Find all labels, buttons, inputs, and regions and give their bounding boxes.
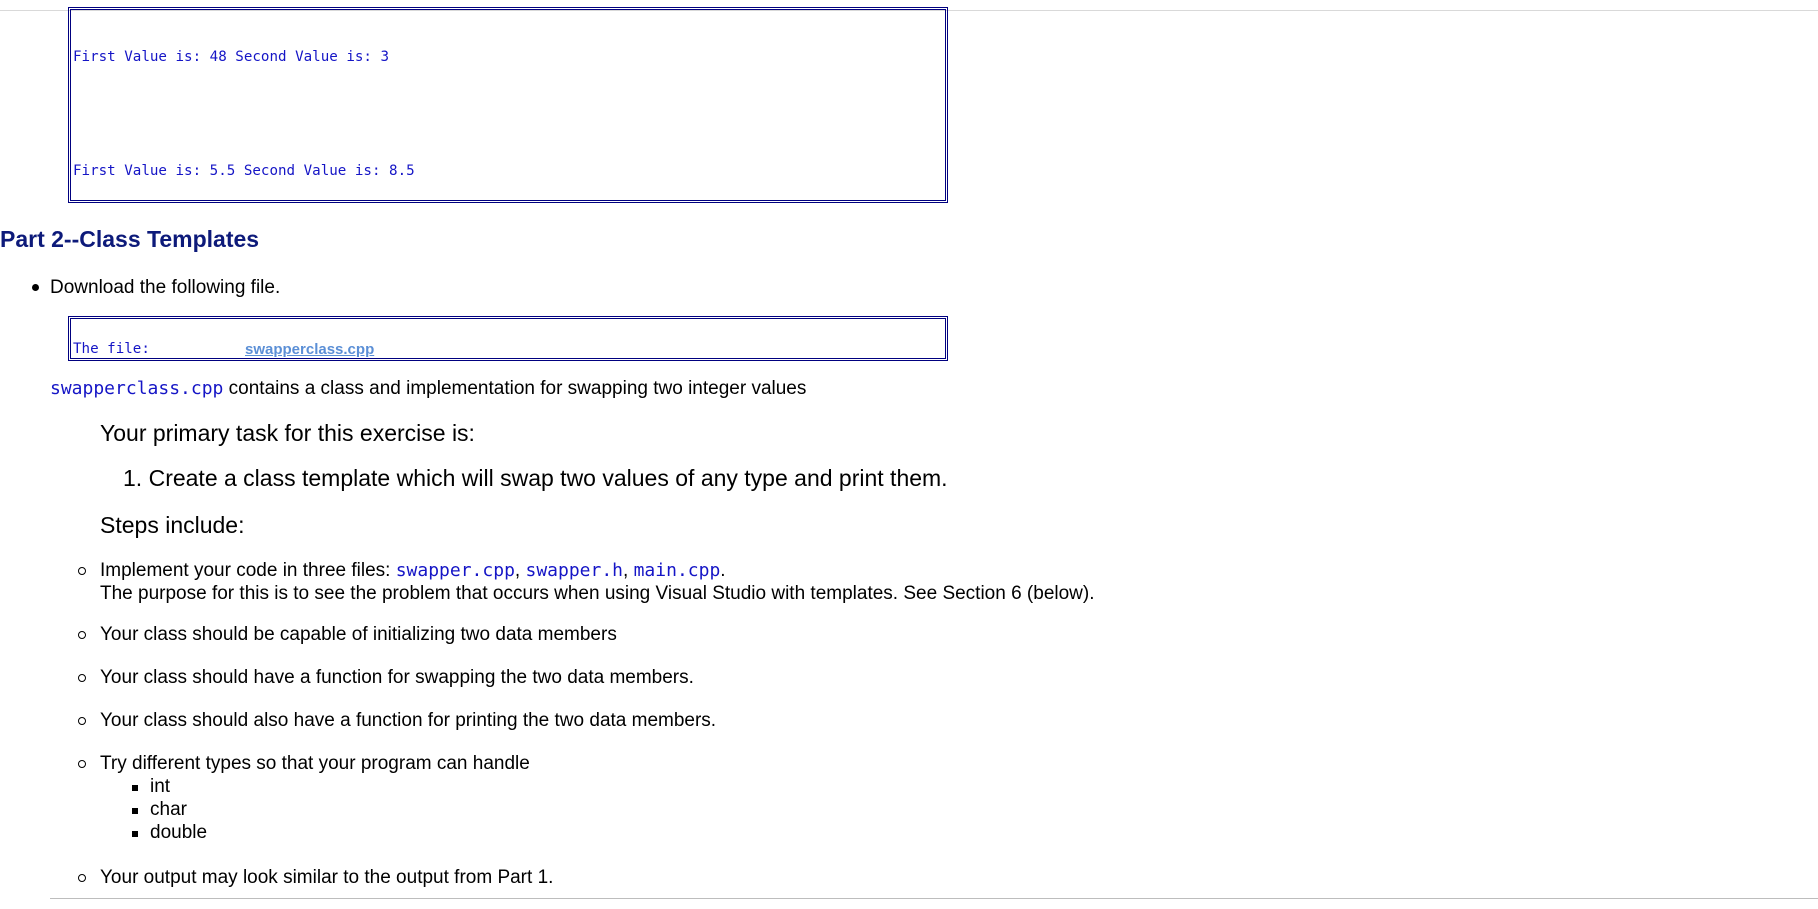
separator: , [623,560,634,581]
steps-heading: Steps include: [100,512,245,538]
period: . [720,560,726,581]
step-implement-text: Implement your code in three files: [100,560,396,581]
task-item-1 [123,465,948,492]
step-implement [100,560,726,582]
primary-task-heading: Your primary task for this exercise is: [100,420,475,446]
step-init: Your class should be capable of initializing two data members [100,624,617,645]
bottom-divider [50,898,1818,899]
task-number: 1. [123,465,143,491]
bullet-circle-icon [78,567,86,575]
output-line: First Value is: 5.5 Second Value is: 8.5 [73,163,415,179]
step-swap: Your class should have a function for swapping the two data members. [100,667,694,688]
bullet-disc-icon [32,284,39,291]
bullet-circle-icon [78,674,86,682]
bullet-square-icon [132,785,138,791]
intro-text: contains a class and implementation for swapping two integer values [223,378,807,399]
separator: , [514,560,526,581]
bullet-square-icon [132,808,138,814]
bullet-circle-icon [78,631,86,639]
file-download-box [68,316,948,361]
filename-swapper-cpp: swapper.cpp [395,560,515,581]
output-line: First Value is: 48 Second Value is: 3 [73,49,390,65]
type-int: int [150,776,171,797]
step-purpose: The purpose for this is to see the problem that occurs when using Visual Studio with templates. See Section 6 (below). [100,583,1095,604]
type-double: double [150,822,208,843]
bullet-circle-icon [78,717,86,725]
download-instruction: Download the following file. [50,277,281,298]
intro-paragraph [50,378,806,400]
program-output-box [68,7,948,203]
step-output: Your output may look similar to the output from Part 1. [100,867,554,888]
swapperclass-download-link[interactable]: swapperclass.cpp [245,341,375,358]
task-text: Create a class template which will swap two values of any type and print them. [148,465,948,491]
step-print: Your class should also have a function for printing the two data members. [100,710,717,731]
intro-filename: swapperclass.cpp [50,378,224,399]
bullet-square-icon [132,831,138,837]
file-label: The file: [73,341,150,357]
section-heading: Part 2--Class Templates [0,226,260,252]
filename-swapper-h: swapper.h [525,560,624,581]
step-types: Try different types so that your program can handle [100,753,530,774]
filename-main-cpp: main.cpp [633,560,721,581]
bullet-circle-icon [78,874,86,882]
type-char: char [150,799,187,820]
bullet-circle-icon [78,760,86,768]
output-line [73,105,945,124]
